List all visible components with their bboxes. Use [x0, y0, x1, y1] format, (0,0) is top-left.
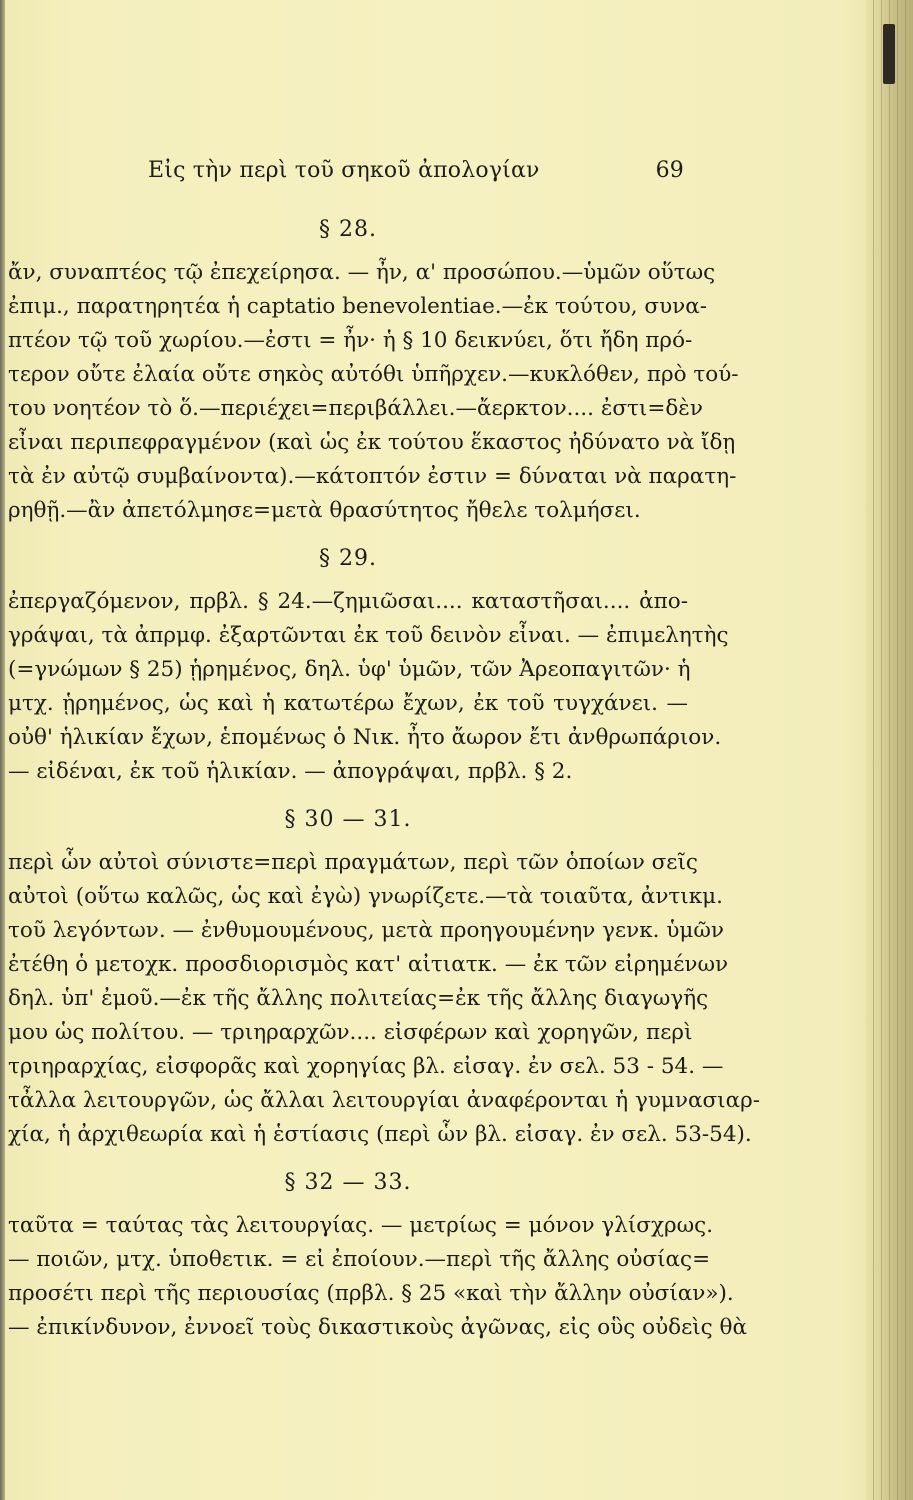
text-line: τἆλλα λειτουργῶν, ὡς ἄλλαι λειτουργίαι ἀναφέρονται ἡ γυμνασιαρ-: [8, 1088, 761, 1113]
text-line: δηλ. ὑπ' ἐμοῦ.—ἐκ τῆς ἄλλης πολιτείας=ἐκ τῆς ἄλλης διαγωγῆς: [8, 986, 709, 1011]
text-line: τοῦ λεγόντων. — ἐνθυμουμένους, μετὰ προηγουμένην γενκ. ὑμῶν: [8, 918, 724, 943]
text-line: περὶ ὧν αὐτοὶ σύνιστε=περὶ πραγμάτων, περὶ τῶν ὁποίων σεῖς: [8, 850, 698, 875]
page-number: 69: [655, 158, 684, 183]
text-line: τριηραρχίας, εἰσφορᾶς καὶ χορηγίας βλ. εἰσαγ. ἐν σελ. 53 - 54. —: [8, 1054, 724, 1079]
text-line: εἶναι περιπεφραγμένον (καὶ ὡς ἐκ τούτου ἕκαστος ἠδύνατο νὰ ἴδῃ: [8, 430, 736, 455]
text-line: ρηθῇ.—ἂν ἀπετόλμησε=μετὰ θρασύτητος ἤθελε τολμήσει.: [8, 498, 641, 523]
text-line: προσέτι περὶ τῆς περιουσίας (πρβλ. § 25 «καὶ τὴν ἄλλην οὐσίαν»).: [8, 1281, 734, 1306]
text-line: (=γνώμων § 25) ᾑρημένος, δηλ. ὑφ' ὑμῶν, τῶν Ἀρεοπαγιτῶν· ἡ: [8, 657, 691, 682]
text-line: αὐτοὶ (οὕτω καλῶς, ὡς καὶ ἐγὼ) γνωρίζετε.—τὰ τοιαῦτα, ἀντικμ.: [8, 884, 723, 909]
text-line: μτχ. ᾑρημένος, ὡς καὶ ἡ κατωτέρω ἔχων, ἐκ τοῦ τυγχάνει. —: [8, 691, 688, 716]
running-title: Εἰς τὴν περὶ τοῦ σηκοῦ ἀπολογίαν: [148, 158, 540, 183]
text-line: μου ὡς πολίτου. — τριηραρχῶν.... εἰσφέρων καὶ χορηγῶν, περὶ: [8, 1020, 693, 1045]
text-line: — ποιῶν, μτχ. ὑποθετικ. = εἰ ἐποίουν.—περὶ τῆς ἄλλης οὐσίας=: [8, 1247, 711, 1272]
text-line: του νοητέον τὸ ὅ.—περιέχει=περιβάλλει.—ἄερκτον.... ἐστι=δὲν: [8, 396, 703, 421]
text-line: τερον οὔτε ἐλαία οὔτε σηκὸς αὐτόθι ὑπῆρχεν.—κυκλόθεν, πρὸ τού-: [8, 362, 739, 387]
section-paragraph: [8, 846, 761, 1152]
text-line: ἐπιμ., παρατηρητέα ἡ captatio benevolentiae.—ἐκ τούτου, συνα-: [8, 294, 708, 319]
text-line: γράψαι, τὰ ἀπρμφ. ἐξαρτῶνται ἐκ τοῦ δεινὸν εἶναι. — ἐπιμελητὴς: [8, 623, 729, 648]
running-header: [8, 158, 688, 183]
text-line: οὐθ' ἡλικίαν ἔχων, ἑπομένως ὁ Νικ. ἦτο ἄωρον ἔτι ἀνθρωπάριον.: [8, 725, 722, 750]
page-edge-stack: [865, 0, 913, 1500]
section-paragraph: [8, 256, 739, 528]
section-heading: § 29.: [319, 546, 377, 571]
section-heading: § 28.: [319, 217, 377, 242]
commentary-sections: [8, 217, 761, 1345]
section-heading: § 32 — 33.: [284, 1170, 412, 1195]
page-gutter-shadow: [0, 0, 5, 1500]
section-paragraph: [8, 1209, 747, 1345]
text-line: ἄν, συναπτέος τῷ ἐπεχείρησα. — ἦν, α' προσώπου.—ὑμῶν οὕτως: [8, 260, 716, 285]
section-paragraph: [8, 585, 729, 789]
binding-tab-mark: [883, 24, 895, 84]
page-text: [8, 158, 761, 1363]
text-line: πτέον τῷ τοῦ χωρίου.—ἐστι = ἦν· ἡ § 10 δεικνύει, ὅτι ἤδη πρό-: [8, 328, 693, 353]
text-line: τὰ ἐν αὐτῷ συμβαίνοντα).—κάτοπτόν ἐστιν = δύναται νὰ παρατη-: [8, 464, 737, 489]
text-line: ἐτέθη ὁ μετοχκ. προσδιορισμὸς κατ' αἰτιατκ. — ἐκ τῶν εἰρημένων: [8, 952, 729, 977]
text-line: ταῦτα = ταύτας τὰς λειτουργίας. — μετρίως = μόνον γλίσχρως.: [8, 1213, 714, 1238]
text-line: — εἰδέναι, ἐκ τοῦ ἡλικίαν. — ἀπογράψαι, πρβλ. § 2.: [8, 759, 573, 784]
section-heading: § 30 — 31.: [284, 807, 412, 832]
text-line: — ἐπικίνδυνον, ἐννοεῖ τοὺς δικαστικοὺς ἀγῶνας, εἰς οὓς οὐδεὶς θὰ: [8, 1315, 747, 1340]
text-line: ἐπεργαζόμενον, πρβλ. § 24.—ζημιῶσαι.... καταστῆσαι.... ἀπο-: [8, 589, 688, 614]
text-line: χία, ἡ ἀρχιθεωρία καὶ ἡ ἑστίασις (περὶ ὧν βλ. εἰσαγ. ἐν σελ. 53-54).: [8, 1122, 752, 1147]
